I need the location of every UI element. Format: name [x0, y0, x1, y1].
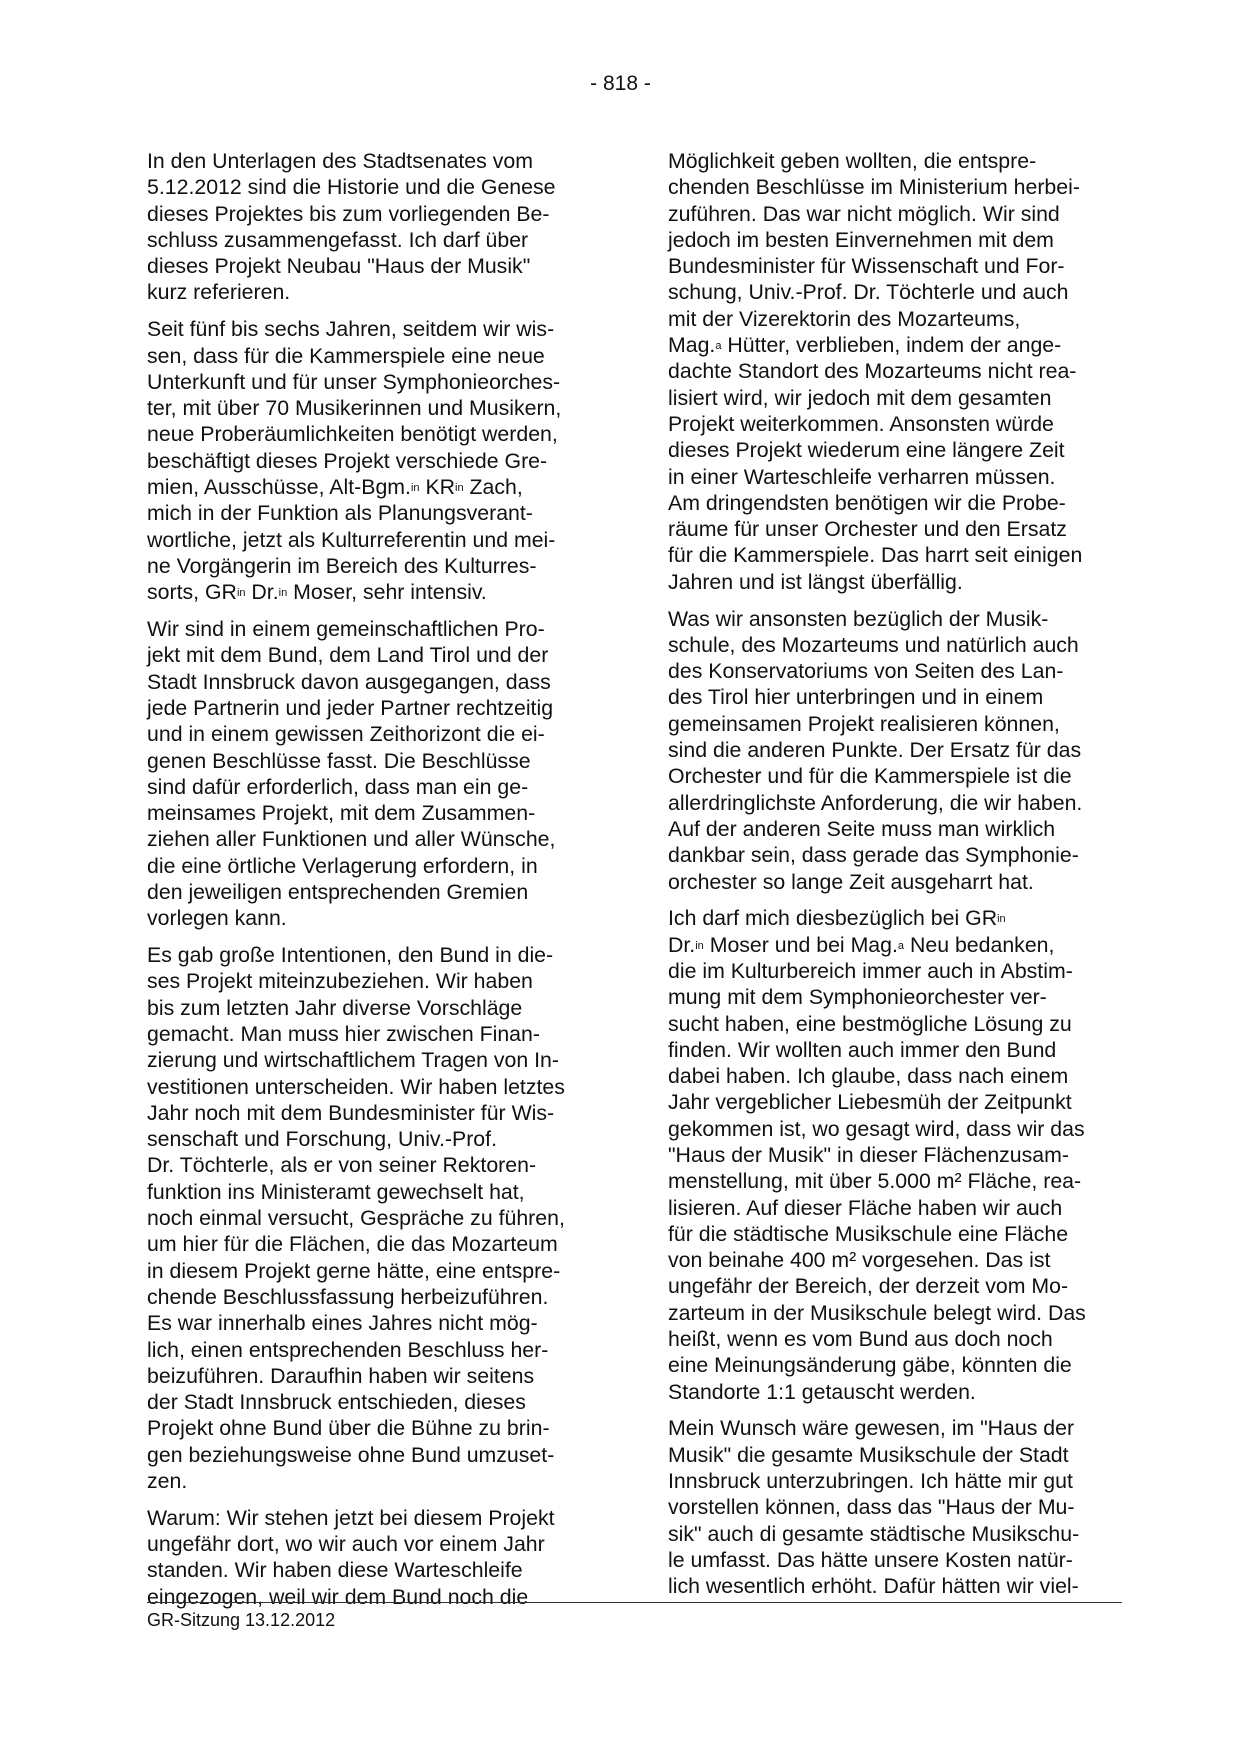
text-line: Seit fünf bis sechs Jahren, seitdem wir wis- — [147, 317, 555, 342]
text-line: sik" auch di gesamte städtische Musikschu- — [668, 1521, 1080, 1546]
text-line: ziehen aller Funktionen und aller Wünsche, — [147, 827, 556, 852]
right-text-column — [668, 148, 1108, 1610]
text-line: für die Kammerspiele. Das harrt seit einigen — [668, 543, 1083, 568]
text-line: die eine örtliche Verlagerung erfordern, in — [147, 853, 538, 878]
paragraph — [668, 905, 1108, 1405]
text-line: dieses Projekt Neubau "Haus der Musik" — [147, 254, 531, 279]
text-line: beizuführen. Daraufhin haben wir seitens — [147, 1363, 535, 1388]
text-line: beschäftigt dieses Projekt verschiede Gre- — [147, 448, 548, 473]
text-line: vorstellen können, dass das "Haus der Mu- — [668, 1495, 1075, 1520]
paragraph — [668, 1415, 1108, 1599]
text-line: jekt mit dem Bund, dem Land Tirol und der — [147, 643, 549, 668]
text-line: noch einmal versucht, Gespräche zu führen, — [147, 1206, 565, 1231]
text-line: Ich darf mich diesbezüglich bei $GR^{in}$ — [668, 906, 1006, 931]
text-line: Innsbruck unterzubringen. Ich hätte mir gut — [668, 1469, 1073, 1494]
text-line: Es gab große Intentionen, den Bund in die- — [147, 943, 554, 968]
paragraph — [147, 942, 587, 1494]
text-line: le umfasst. Das hätte unsere Kosten natür- — [668, 1547, 1073, 1572]
text-line: Orchester und für die Kammerspiele ist die — [668, 764, 1072, 789]
text-line: schung, Univ.-Prof. Dr. Töchterle und auch — [668, 280, 1069, 305]
text-line: der Stadt Innsbruck entschieden, dieses — [147, 1390, 526, 1415]
text-line: ungefähr der Bereich, der derzeit vom Mo- — [668, 1274, 1069, 1299]
text-line: Am dringendsten benötigen wir die Probe- — [668, 490, 1066, 515]
text-line: sorts, $GR^{in}$ Dr.$^{in}$ Moser, sehr intensiv. — [147, 580, 487, 605]
text-line: ter, mit über 70 Musikerinnen und Musikern, — [147, 396, 562, 421]
page-number: - 818 - — [590, 72, 651, 95]
text-line: schluss zusammengefasst. Ich darf über — [147, 227, 529, 252]
text-line: ungefähr dort, wo wir auch vor einem Jahr — [147, 1532, 545, 1557]
text-line: Projekt weiterkommen. Ansonsten würde — [668, 411, 1054, 436]
text-line: Bundesminister für Wissenschaft und For- — [668, 254, 1065, 279]
text-line: um hier für die Flächen, die das Mozarteum — [147, 1232, 558, 1257]
text-line: kurz referieren. — [147, 280, 291, 305]
footer-session-date: GR-Sitzung 13.12.2012 — [147, 1610, 336, 1630]
paragraph — [147, 148, 587, 306]
superscript: in — [695, 939, 704, 952]
text-line: schule, des Mozarteums und natürlich auch — [668, 632, 1079, 657]
text-line: Möglichkeit geben wollten, die entspre- — [668, 149, 1037, 173]
footer-divider — [147, 1602, 1122, 1603]
text-line: sind dafür erforderlich, dass man ein ge- — [147, 774, 529, 799]
text-line: bis zum letzten Jahr diverse Vorschläge — [147, 995, 523, 1020]
text-line: Mein Wunsch wäre gewesen, im "Haus der — [668, 1416, 1075, 1441]
text-line: die im Kulturbereich immer auch in Abstim- — [668, 958, 1073, 983]
text-line: dachte Standort des Mozarteums nicht rea- — [668, 359, 1077, 384]
text-line: Standorte 1:1 getauscht werden. — [668, 1379, 976, 1404]
text-line: sind die anderen Punkte. Der Ersatz für das — [668, 738, 1082, 763]
text-line: von beinahe 400 m² vorgesehen. Das ist — [668, 1248, 1051, 1273]
paragraph — [147, 616, 587, 932]
text-line: gemacht. Man muss hier zwischen Finan- — [147, 1022, 540, 1046]
superscript: a — [897, 939, 905, 952]
text-line: Jahr vergeblicher Liebesmüh der Zeitpunkt — [668, 1090, 1072, 1115]
superscript: in — [278, 587, 288, 600]
text-line: zen. — [147, 1469, 188, 1494]
superscript: in — [455, 482, 464, 495]
text-line: räume für unser Orchester und den Ersatz — [668, 517, 1067, 542]
text-line: dieses Projektes bis zum vorliegenden Be- — [147, 201, 550, 226]
text-line: zuführen. Das war nicht möglich. Wir sind — [668, 201, 1060, 226]
paragraph — [668, 148, 1108, 595]
text-line: In den Unterlagen des Stadtsenates vom — [147, 149, 533, 173]
text-line: Jahr noch mit dem Bundesminister für Wis- — [147, 1100, 555, 1125]
text-line: dabei haben. Ich glaube, dass nach einem — [668, 1064, 1069, 1089]
text-line: heißt, wenn es vom Bund aus doch noch — [668, 1327, 1053, 1352]
text-line: für die städtische Musikschule eine Fläche — [668, 1221, 1069, 1246]
text-line: Jahren und ist längst überfällig. — [668, 569, 963, 594]
left-text-column — [147, 148, 587, 1621]
text-line: mich in der Funktion als Planungsverant- — [147, 501, 533, 526]
paragraph — [147, 316, 587, 605]
text-line: lich, einen entsprechenden Beschluss her- — [147, 1337, 549, 1362]
text-line: allerdringlichste Anforderung, die wir haben. — [668, 790, 1083, 815]
text-line: chende Beschlussfassung herbeizuführen. — [147, 1284, 549, 1309]
text-line: in diesem Projekt gerne hätte, eine entspre- — [147, 1258, 561, 1283]
text-line: mit der Vizerektorin des Mozarteums, — [668, 306, 1021, 331]
text-line: vorlegen kann. — [147, 906, 287, 931]
text-line: den jeweiligen entsprechenden Gremien — [147, 880, 529, 905]
text-line: standen. Wir haben diese Warteschleife — [147, 1558, 523, 1583]
text-line: des Tirol hier unterbringen und in einem — [668, 685, 1044, 710]
text-line: zierung und wirtschaftlichem Tragen von In- — [147, 1048, 559, 1073]
text-line: mien, Ausschüsse, Alt-Bgm.$^{in}$ $KR^{in}$ Zach, — [147, 475, 523, 500]
text-line: eine Meinungsänderung gäbe, könnten die — [668, 1353, 1072, 1378]
paragraph — [668, 606, 1108, 895]
superscript: a — [715, 340, 722, 353]
superscript: in — [410, 482, 420, 495]
text-line: dieses Projekt wiederum eine längere Zeit — [668, 438, 1065, 463]
text-line: ses Projekt miteinzubeziehen. Wir haben — [147, 969, 533, 994]
text-line: neue Proberäumlichkeiten benötigt werden, — [147, 422, 558, 447]
text-line: lisiert wird, wir jedoch mit dem gesamten — [668, 385, 1052, 410]
text-line: Mag.$^a$ Hütter, verblieben, indem der ange- — [668, 333, 1062, 358]
text-line: zarteum in der Musikschule belegt wird. Das — [668, 1300, 1086, 1325]
text-line: Projekt ohne Bund über die Bühne zu brin- — [147, 1416, 550, 1441]
text-line: Unterkunft und für unser Symphonieorches- — [147, 369, 561, 394]
text-line: gekommen ist, wo gesagt wird, dass wir das — [668, 1116, 1085, 1141]
text-line: "Haus der Musik" in dieser Flächenzusam- — [668, 1142, 1069, 1167]
text-line: senschaft und Forschung, Univ.-Prof. — [147, 1127, 497, 1152]
text-line: vestitionen unterscheiden. Wir haben letztes — [147, 1074, 565, 1099]
text-line: orchester so lange Zeit ausgeharrt hat. — [668, 869, 1034, 894]
text-line: meinsames Projekt, mit dem Zusammen- — [147, 801, 536, 826]
text-line: chenden Beschlüsse im Ministerium herbei- — [668, 175, 1080, 200]
text-line: 5.12.2012 sind die Historie und die Genese — [147, 175, 556, 200]
paragraph — [147, 1505, 587, 1610]
text-line: gen beziehungsweise ohne Bund umzuset- — [147, 1442, 555, 1467]
text-line: Stadt Innsbruck davon ausgegangen, dass — [147, 669, 551, 694]
text-line: Wir sind in einem gemeinschaftlichen Pro- — [147, 617, 545, 642]
text-line: lisieren. Auf dieser Fläche haben wir auch — [668, 1195, 1063, 1220]
superscript: in — [236, 587, 246, 600]
text-line: sucht haben, eine bestmögliche Lösung zu — [668, 1011, 1072, 1036]
text-line: dankbar sein, dass gerade das Symphonie- — [668, 843, 1079, 868]
text-line: gemeinsamen Projekt realisieren können, — [668, 711, 1060, 736]
text-line: Dr.$^{in}$ Moser und bei Mag.$^a$ Neu bedanken, — [668, 932, 1055, 957]
text-line: in einer Warteschleife verharren müssen. — [668, 464, 1056, 489]
text-line: des Konservatoriums von Seiten des Lan- — [668, 659, 1064, 684]
text-line: Es war innerhalb eines Jahres nicht mög- — [147, 1311, 538, 1336]
text-line: finden. Wir wollten auch immer den Bund — [668, 1037, 1057, 1062]
text-line: funktion ins Ministeramt gewechselt hat, — [147, 1179, 525, 1204]
text-line: sen, dass für die Kammerspiele eine neue — [147, 343, 545, 368]
text-line: genen Beschlüsse fasst. Die Beschlüsse — [147, 748, 531, 773]
text-line: eingezogen, weil wir dem Bund noch die — [147, 1584, 529, 1609]
text-line: Musik" die gesamte Musikschule der Stadt — [668, 1442, 1069, 1467]
text-line: Was wir ansonsten bezüglich der Musik- — [668, 606, 1049, 631]
superscript: in — [997, 913, 1006, 926]
text-line: Auf der anderen Seite muss man wirklich — [668, 816, 1056, 841]
text-line: Warum: Wir stehen jetzt bei diesem Projekt — [147, 1505, 555, 1530]
text-line: jedoch im besten Einvernehmen mit dem — [668, 227, 1054, 252]
text-line: und in einem gewissen Zeithorizont die ei- — [147, 722, 545, 747]
text-line: wortliche, jetzt als Kulturreferentin und mei- — [147, 527, 556, 552]
text-line: mung mit dem Symphonieorchester ver- — [668, 985, 1047, 1010]
text-line: menstellung, mit über 5.000 m² Fläche, rea- — [668, 1169, 1082, 1194]
text-line: Dr. Töchterle, als er von seiner Rektoren- — [147, 1153, 537, 1178]
text-line: ne Vorgängerin im Bereich des Kulturres- — [147, 553, 537, 578]
text-line: jede Partnerin und jeder Partner rechtzeitig — [147, 695, 554, 720]
text-line: lich wesentlich erhöht. Dafür hätten wir viel- — [668, 1574, 1079, 1599]
